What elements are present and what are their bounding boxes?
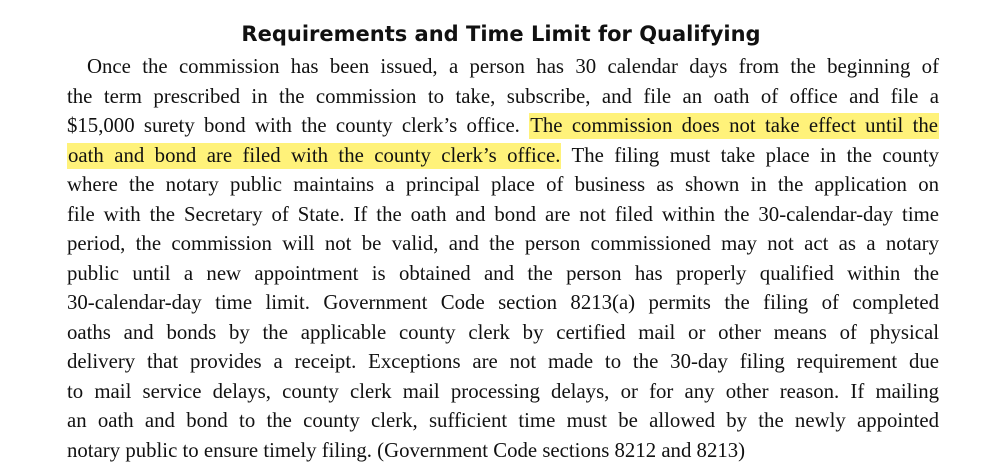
paragraph-line-7: period, the commission will not be valid, and the person commissioned may not act as a notary <box>67 232 939 255</box>
body-paragraph <box>67 52 939 465</box>
section-heading: Requirements and Time Limit for Qualifying <box>241 22 761 46</box>
paragraph-line-13: an oath and bond to the county clerk, sufficient time must be allowed by the newly appointed <box>67 409 939 432</box>
line-4-text: The filing must take place in the county <box>561 143 940 167</box>
paragraph-line-11: delivery that provides a receipt. Exceptions are not made to the 30-day filing requirement due <box>67 350 939 373</box>
paragraph-line-3 <box>67 111 939 141</box>
paragraph-line-9: 30-calendar-day time limit. Government Code section 8213(a) permits the filing of completed <box>67 291 939 314</box>
paragraph-line-1: Once the commission has been issued, a person has 30 calendar days from the beginning of <box>87 55 939 78</box>
highlighted-text-part-2: oath and bond are filed with the county clerk’s office. <box>68 143 561 167</box>
paragraph-line-8: public until a new appointment is obtained and the person has properly qualified within the <box>67 261 939 285</box>
paragraph-line-2: the term prescribed in the commission to take, subscribe, and file an oath of office and file a <box>67 84 939 108</box>
paragraph-line-12: to mail service delays, county clerk mail processing delays, or for any other reason. If mailing <box>67 379 939 403</box>
paragraph-line-4 <box>67 141 939 171</box>
highlighted-text-part-1: The commission does not take effect until the <box>530 114 938 137</box>
paragraph-line-6: file with the Secretary of State. If the oath and bond are not filed within the 30-calendar-day time <box>67 202 939 226</box>
paragraph-line-10: oaths and bonds by the applicable county clerk by certified mail or other means of physical <box>67 320 939 344</box>
paragraph-line-14: notary public to ensure timely filing. (Government Code sections 8212 and 8213) <box>67 438 746 462</box>
line-3-text: $15,000 surety bond with the county clerk’s office. <box>67 114 530 137</box>
paragraph-line-5: where the notary public maintains a principal place of business as shown in the application on <box>67 173 939 196</box>
